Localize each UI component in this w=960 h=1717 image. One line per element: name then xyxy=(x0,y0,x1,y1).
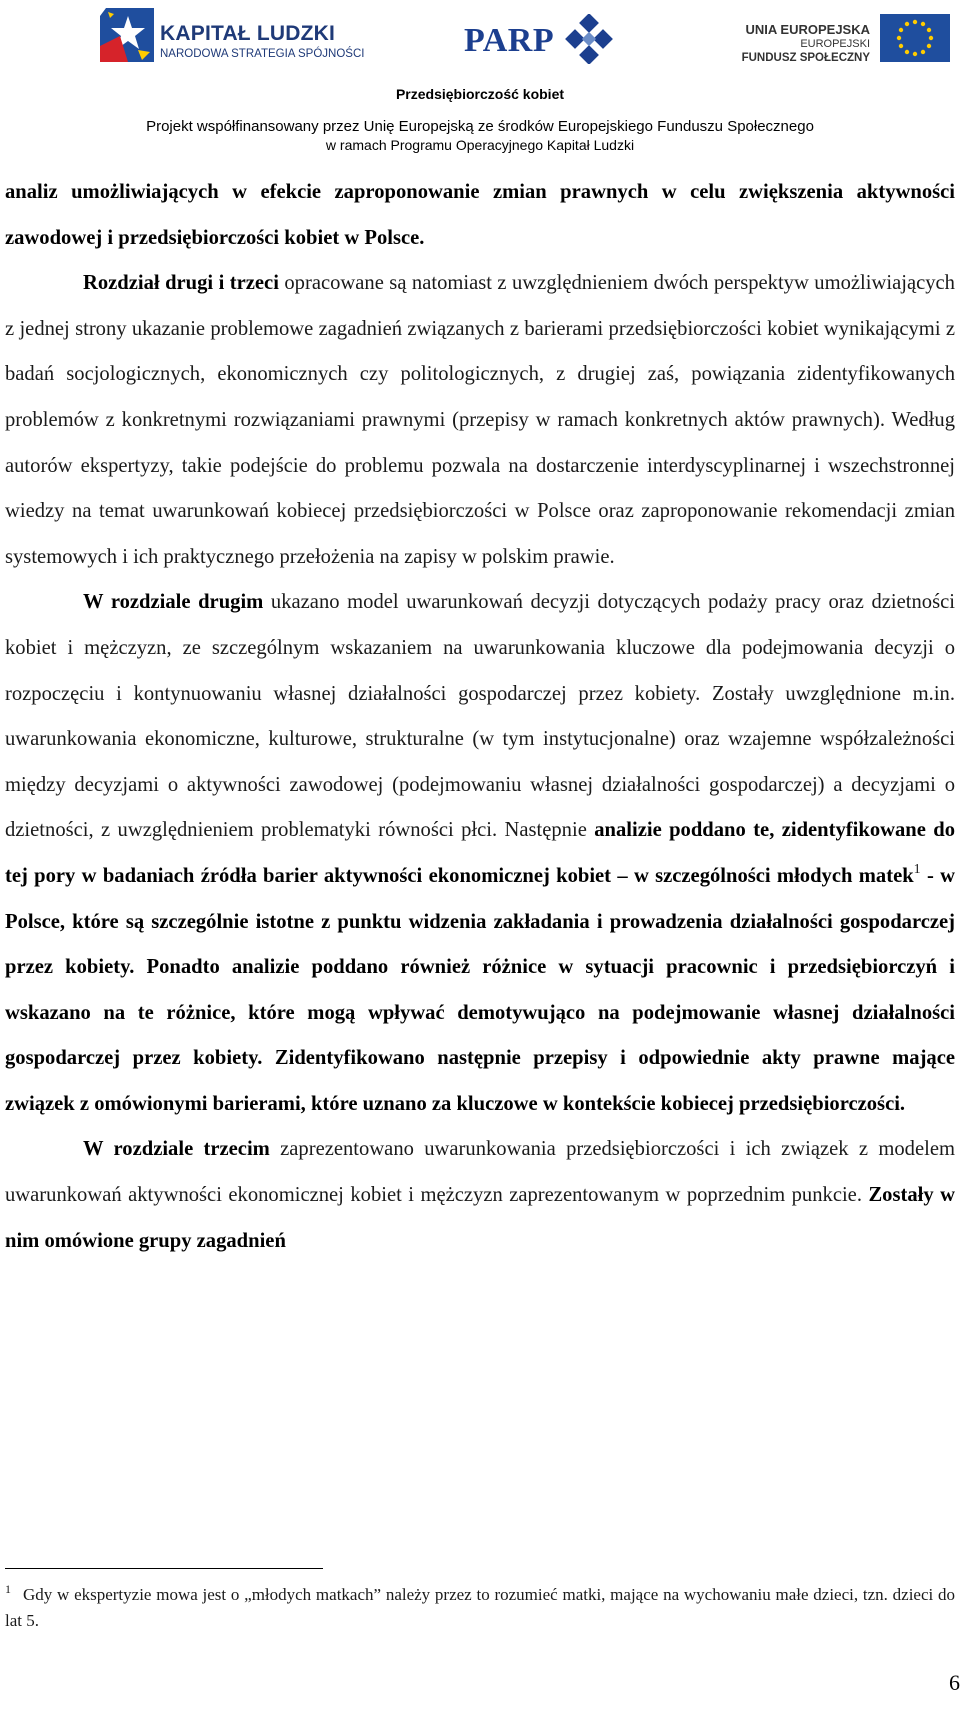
paragraph-2-bold: Rozdział drugi i trzeci xyxy=(83,272,279,295)
footnote-number: 1 xyxy=(5,1582,11,1596)
eu-logo-line3: FUNDUSZ SPOŁECZNY xyxy=(741,52,870,64)
parp-logo xyxy=(464,12,614,72)
document-body xyxy=(5,170,955,1264)
page-number: 6 xyxy=(949,1670,960,1695)
paragraph-4 xyxy=(5,1127,955,1264)
parp-emblem-icon xyxy=(564,14,614,64)
project-title: Przedsiębiorczość kobiet xyxy=(395,86,565,102)
kapital-ludzki-logo xyxy=(98,6,365,66)
eu-logo-line1: UNIA EUROPEJSKA xyxy=(745,22,870,37)
eu-logo xyxy=(741,12,950,68)
paragraph-3-bold-3: - w Polsce, które są szczególnie istotne z punktu widzenia zakładania i prowadzenia działalności gospodarczej przez kobiety. Ponadto analizie poddano również różnice w sytuacji pracownic i przedsiębiorczyń i wskazano na te różnice, które mogą wpływać demotywująco na podejmowanie własnej działalności gospodarczej przez kobiety. Zidentyfikowano następnie przepisy i odpowiednie akty prawne mające związek z omówionymi barierami, które uznano za kluczowe w kontekście kobiecej przedsiębiorczości. xyxy=(5,864,956,1115)
paragraph-3 xyxy=(5,580,955,1127)
paragraph-1 xyxy=(5,170,955,261)
paragraph-4-text: zaprezentowano uwarunkowania przedsiębiorczości i ich związek z modelem uwarunkowań aktywności ekonomicznej kobiet i mężczyzn zaprezentowanym w poprzednim punkcie. xyxy=(5,1138,955,1207)
paragraph-4-bold: W rozdziale trzecim xyxy=(83,1138,270,1161)
eu-flag-icon xyxy=(880,14,950,62)
parp-logo-text: PARP xyxy=(464,22,555,59)
project-cofinancing-line: Projekt współfinansowany przez Unię Europejską ze środków Europejskiego Funduszu Społecznego xyxy=(146,118,814,135)
footnote xyxy=(5,1582,955,1634)
page-header xyxy=(0,0,960,160)
paragraph-3-bold-2: analizie poddano te, zidentyfikowane do tej pory w badaniach źródła barier aktywności ekonomicznej kobiet – w szczególności młodych matek xyxy=(5,819,956,887)
paragraph-2-text: opracowane są natomiast z uwzględnieniem dwóch perspektyw umożliwiających z jednej strony ukazanie problemowe zagadnień związanych z barierami przedsiębiorczości kobiet wynikającymi z badań socjologicznych, ekonomicznych czy politologicznych, z drugiej zaś, powiązania zidentyfikowanych problemów z konkretnymi rozwiązaniami prawnymi (przepisy w ramach konkretnych aktów prawnych). Według autorów ekspertyzy, takie podejście do problemu pozwala na dostarczenie interdyscyplinarnej i wszechstronnej wiedzy na temat uwarunkowań kobiecej przedsiębiorczości w Polsce oraz zaproponowanie rekomendacji zmian systemowych i ich praktycznego przełożenia na zapisy w polskim prawie. xyxy=(5,272,955,568)
paragraph-3-bold: W rozdziale drugim xyxy=(83,591,264,614)
project-programme-line: w ramach Programu Operacyjnego Kapitał Ludzki xyxy=(325,137,635,153)
eu-logo-line2: EUROPEJSKI xyxy=(800,38,870,50)
kapital-ludzki-emblem-icon xyxy=(98,6,158,66)
kapital-ludzki-title: KAPITAŁ LUDZKI xyxy=(160,22,336,45)
kapital-ludzki-subtitle: NARODOWA STRATEGIA SPÓJNOŚCI xyxy=(160,48,365,60)
footnote-text: Gdy w ekspertyzie mowa jest o „młodych matkach” należy przez to rozumieć matki, mające na wychowaniu małe dzieci, tzn. dzieci do lat 5. xyxy=(5,1585,955,1630)
footnote-reference[interactable]: 1 xyxy=(913,861,921,877)
paragraph-2 xyxy=(5,261,955,580)
footnote-separator xyxy=(5,1568,323,1569)
paragraph-1-bold: analiz umożliwiających w efekcie zaproponowanie zmian prawnych w celu zwiększenia aktywności zawodowej i przedsiębiorczości kobiet w Polsce. xyxy=(5,181,955,249)
paragraph-3-text: ukazano model uwarunkowań decyzji dotyczących podaży pracy oraz dzietności kobiet i mężczyzn, ze szczególnym wskazaniem na uwarunkowania kluczowe dla podejmowania decyzji o rozpoczęciu i kontynuowaniu własnej działalności gospodarczej przez kobiety. Zostały uwzględnione m.in. uwarunkowania ekonomiczne, kulturowe, strukturalne (w tym instytucjonalne) oraz wzajemne współzależności między decyzjami o aktywności zawodowej (podejmowaniu własnej działalności gospodarczej) a decyzjami o dzietności, z uwzględnieniem problematyki równości płci. Następnie xyxy=(5,591,955,842)
paragraph-4-bold-2: Zostały w nim omówione grupy zagadnień xyxy=(5,1184,955,1252)
